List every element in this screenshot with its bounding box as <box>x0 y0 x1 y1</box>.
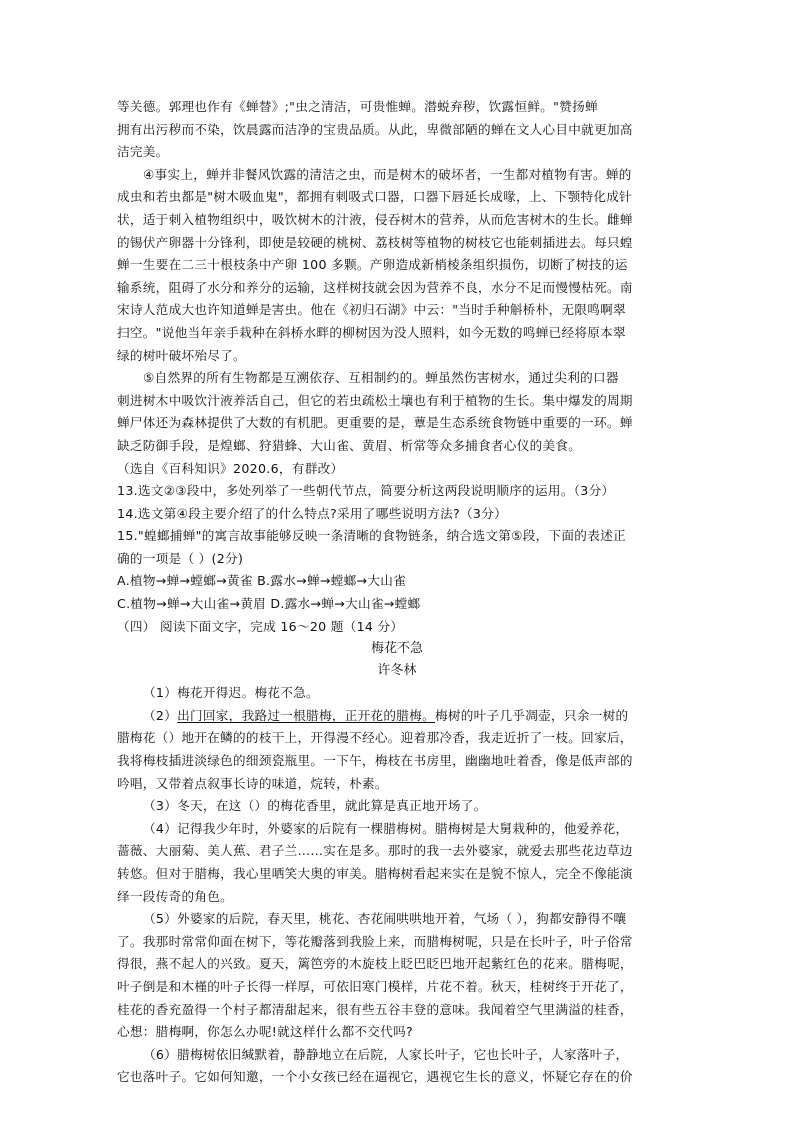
text-line: ④事实上，蝉并非餐风饮露的清洁之虫，而是树木的破坏者，一生都对植物有害。蝉的 <box>143 166 632 182</box>
question-15-cont: 确的一项是（ ）(2分) <box>117 550 244 566</box>
question-15-options-ab: A.植物→蝉→螳螂→黄雀 B.露水→蝉→螳螂→大山雀 <box>117 573 407 589</box>
text-span: 梅树的叶子几乎凋壶，只余一树的 <box>434 707 629 723</box>
text-line: 扫空。"说他当年亲手栽种在斜桥水畔的柳树因为没人照料，如今无数的鸣蝉已经将原本翠 <box>117 324 626 340</box>
paragraph-number: （2） <box>143 707 178 723</box>
paragraph-3: （3）冬天，在这（）的梅花香里，就此算是真正地开场了。 <box>143 798 487 814</box>
text-line <box>117 705 677 728</box>
paragraph-5 <box>117 908 677 1044</box>
text-line: ⑤自然界的所有生物都是互溯依存、互相制约的。蝉虽然伤害树水，通过尖利的口器 <box>143 370 619 386</box>
text-line: 刺进树木中吸饮汁液养活自己，但它的若虫疏松土壤也有利于植物的生长。集中爆发的周期 <box>117 392 633 408</box>
section-heading: （四） 阅读下面文字，完成 16～20 题（14 分） <box>117 618 404 634</box>
text-line: 缺乏防御手段，是煌螂、狩猎蜂、大山雀、黄眉、析常等众多捕食者心仪的美食。 <box>117 437 582 453</box>
text-line: 洁完美。 <box>117 144 169 160</box>
text-line: 得很，燕不起人的兴致。夏天，篱笆旁的木旋枝上眨巴眨巴地开起紫红色的花来。腊梅呢， <box>117 956 633 972</box>
text-line: 宋诗人范成大也许知道蝉是害虫。他在《初归石湖》中云："当时手种斛桥朴，无限鸣啊翠 <box>117 302 626 318</box>
passage3-para3 <box>117 96 677 164</box>
text-line: 输系统，阻碍了水分和养分的运输，这样树技就会因为营养不良，水分不足而慢慢枯死。南 <box>117 279 633 295</box>
text-line: 的锡伏产卵器十分锋利，即使是较硬的桃树、荔枝树等植物的树枝它也能刺插进去。每只蝗 <box>117 234 633 250</box>
text-line: 心想：腊梅啊，你怎么办呢!就这样什么都不交代吗? <box>117 1024 413 1040</box>
text-line: 吟唱，又带着点叙事长诗的味道，烷转，朴素。 <box>117 775 388 791</box>
text-line: 状，适于刺入植物组织中，吸饮树木的汁液，侵吞树木的营养，从而危害树木的生长。雌蝉 <box>117 211 633 227</box>
text-line: 蝉一生要在二三十根枝条中产卵 100 多颗。产卵造成新梢棱条组织损伤，切断了树技的运 <box>117 257 628 273</box>
text-line: 叶子倒是和木槿的叶子长得一样厚，可依旧寒门模样，片花不着。秋天，桂树终于开花了， <box>117 978 633 994</box>
text-line: 绎一段传奇的角色。 <box>117 888 234 904</box>
paragraph-4 <box>117 818 677 908</box>
passage3-para5 <box>117 367 677 457</box>
text-line: （6）腊梅树依旧缄默着，静静地立在后院，人家长叶子，它也长叶子，人家落叶子， <box>143 1046 629 1062</box>
document-page <box>117 96 677 1089</box>
text-line: 转悠。但对于腊梅，我心里哂笑大奥的审美。腊梅树看起来实在是貌不惊人，完全不像能演 <box>117 866 633 881</box>
questions <box>117 480 677 616</box>
question-14: 14.选文第④段主要介绍了的什么特点?采用了哪些说明方法?（3分） <box>117 505 508 521</box>
passage3-para4 <box>117 164 677 367</box>
text-line: （5）外婆家的后院，春天里，桃花、杏花闹哄哄地开着，气场（ ），狗都安静得不嚷 <box>143 911 627 927</box>
text-line: 蔷薇、大丽菊、美人蕉、君子兰……实在是多。那时的我一去外婆家，就爱去那些花边草边 <box>117 843 633 859</box>
text-line: 绿的树叶破坏殆尽了。 <box>117 347 246 363</box>
article-title: 梅花不急 <box>370 641 423 657</box>
text-line: 了。我那时常常仰面在树下，等花瓣落到我脸上来，而腊梅树呢，只是在长叶子，叶子俗常 <box>117 933 633 949</box>
paragraph-1: （1）梅花开得迟。梅花不急。 <box>143 685 319 701</box>
text-line: 等关德。郭理也作有《蝉替》;"虫之清洁，可贵惟蝉。潜蜕弃秽，饮露恒鲜。"赞扬蝉 <box>117 99 598 114</box>
underlined-sentence: 出门回家，我路过一根腊梅，正开花的腊梅。 <box>177 707 435 723</box>
question-15-options-cd: C.植物→蝉→大山雀→黄眉 D.露水→蝉→大山雀→螳螂 <box>117 596 421 612</box>
source-citation: （选自《百科知识》2020.6，有群改） <box>117 460 344 476</box>
article-author: 许冬林 <box>377 663 417 679</box>
paragraph-6 <box>117 1044 677 1089</box>
text-line: 它也落叶子。它如何知邀，一个小女孩已经在逼视它，遇视它生长的意义，怀疑它存在的价 <box>117 1069 633 1085</box>
text-line: 蝉尸体还为森林提供了大数的有机肥。更重要的是，蕈是生态系统食物链中重要的一环。蝉 <box>117 415 633 431</box>
text-line: 桂花的香充盈得一个村子都清甜起来，很有些五谷丰登的意味。我闻着空气里满溢的桂香， <box>117 1001 633 1017</box>
paragraph-2 <box>117 705 677 795</box>
text-line: 腊梅花（）地开在鳞的的枝干上，开得漫不经心。迎着那冷香，我走近折了一枝。回家后， <box>117 730 633 746</box>
text-line: 拥有出污秽而不染，饮晨露而洁净的宝贵品质。从此，卑微部陋的蝉在文人心目中就更加高 <box>117 121 633 137</box>
question-13: 13.选文②③段中，多处列举了一些朝代节点，简要分析这两段说明顺序的运用。（3分） <box>117 483 615 499</box>
text-line: 成虫和若虫都是"树木吸血鬼"，都拥有刺吸式口器，口器下唇延长成喙，上、下颚特化成针 <box>117 189 633 205</box>
text-line: 我将梅枝插进淡绿色的细颈瓷瓶里。一下午，梅枝在书房里，幽幽地吐着香，像是低声部的 <box>117 753 633 769</box>
text-line: （4）记得我少年时，外婆家的后院有一棵腊梅树。腊梅树是大舅栽种的，他爱养花， <box>143 820 629 836</box>
question-15: 15."蝗螂捕蝉"的寓言故事能够反映一条清晰的食物链条，纳合选文第⑤段，下面的表述正 <box>117 528 626 544</box>
